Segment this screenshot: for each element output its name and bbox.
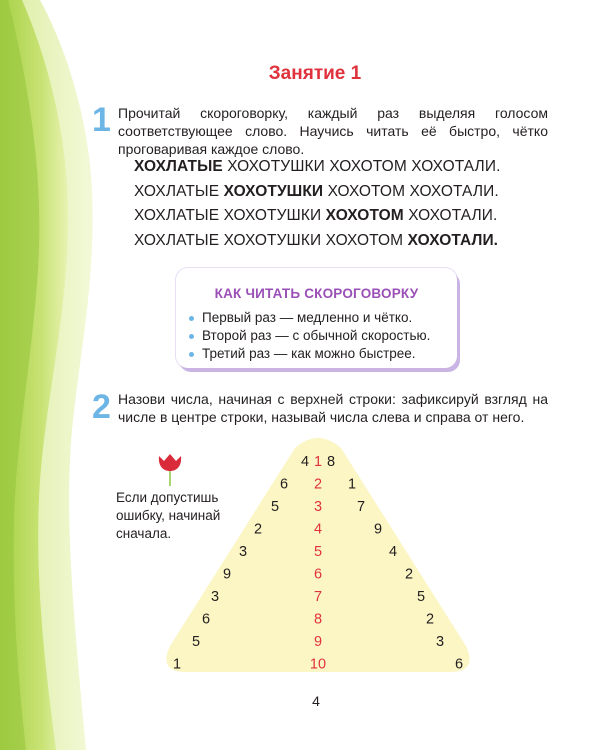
tip-item: Третий раз — как можно быстрее.: [188, 345, 430, 363]
twister-word: ХОХЛАТЫЕ: [134, 207, 220, 224]
task-number-1: 1: [92, 101, 111, 139]
triangle-center-number: 8: [313, 611, 323, 628]
triangle-right-number: 4: [388, 544, 398, 560]
triangle-left-number: 3: [210, 589, 220, 605]
triangle-right-number: 7: [356, 499, 366, 515]
twister-word: ХОХОТУШКИ: [223, 231, 322, 249]
twister-word: ХОХОТУШКИ: [223, 207, 322, 224]
triangle-left-number: 5: [191, 634, 201, 650]
triangle-right-number: 9: [373, 521, 383, 538]
triangle-left-number: 1: [172, 656, 182, 673]
triangle-left-number: 6: [201, 611, 211, 628]
twister-word: ХОХОТАЛИ.: [408, 207, 498, 224]
triangle-right-number: 8: [326, 454, 336, 470]
triangle-right-number: 3: [435, 634, 445, 650]
triangle-left-number: 6: [279, 476, 289, 493]
triangle-right-number: 1: [347, 476, 357, 493]
twister-word: ХОХОТУШКИ: [227, 158, 325, 175]
lesson-title: Занятие 1: [268, 63, 362, 84]
triangle-left-number: 4: [300, 454, 310, 470]
twister-word: ХОХОТАЛИ.: [411, 158, 501, 175]
triangle-center-number: 9: [313, 634, 323, 650]
triangle-left-number: 2: [253, 521, 263, 538]
emphasized-word: ХОХОТУШКИ: [223, 182, 324, 200]
triangle-center-number: 1: [313, 454, 323, 470]
twister-word: ХОХЛАТЫЕ: [134, 182, 220, 200]
triangle-left-number: 3: [238, 544, 248, 560]
emphasized-word: ХОХОТАЛИ.: [407, 231, 499, 249]
triangle-right-number: 6: [454, 656, 464, 673]
restart-note: Если допустишь ошибку, начинай сначала.: [116, 490, 221, 541]
triangle-center-number: 5: [313, 544, 323, 560]
triangle-center-number: 10: [309, 656, 327, 673]
twister-word: ХОХОТОМ: [325, 231, 404, 249]
twister-word: ХОХОТАЛИ.: [409, 182, 499, 200]
tip-title: КАК ЧИТАТЬ СКОРОГОВОРКУ: [214, 286, 419, 301]
task-number-2: 2: [92, 388, 111, 426]
tip-item: Второй раз — с обычной скоростью.: [188, 327, 430, 345]
triangle-center-number: 6: [313, 566, 323, 583]
triangle-center-number: 3: [313, 499, 323, 515]
tulip-icon: [159, 454, 181, 486]
emphasized-word: ХОХОТОМ: [325, 207, 404, 224]
triangle-right-number: 5: [416, 589, 426, 605]
triangle-right-number: 2: [425, 611, 435, 628]
triangle-left-number: 5: [270, 499, 280, 515]
twister-word: ХОХЛАТЫЕ: [134, 231, 220, 249]
twister-word: ХОХОТОМ: [329, 158, 407, 175]
task-1-instruction: Прочитай скороговорку, каждый раз выделяя голосом соответствующее слово. Научись читать её быстро, чётко проговаривая каждое слово.: [118, 105, 548, 157]
emphasized-word: ХОХЛАТЫЕ: [134, 158, 223, 175]
triangle-center-number: 4: [313, 521, 323, 538]
triangle-left-number: 9: [222, 566, 232, 583]
triangle-right-number: 2: [404, 566, 414, 583]
page-number: 4: [312, 693, 320, 709]
task-2-instruction: Назови числа, начиная с верхней строки: зафиксируй взгляд на числе в центре строки, называй числа слева и справа от него.: [118, 391, 548, 425]
twister-word: ХОХОТОМ: [327, 182, 406, 200]
triangle-center-number: 2: [313, 476, 323, 493]
triangle-center-number: 7: [313, 589, 323, 605]
tip-item: Первый раз — медленно и чётко.: [188, 309, 430, 327]
